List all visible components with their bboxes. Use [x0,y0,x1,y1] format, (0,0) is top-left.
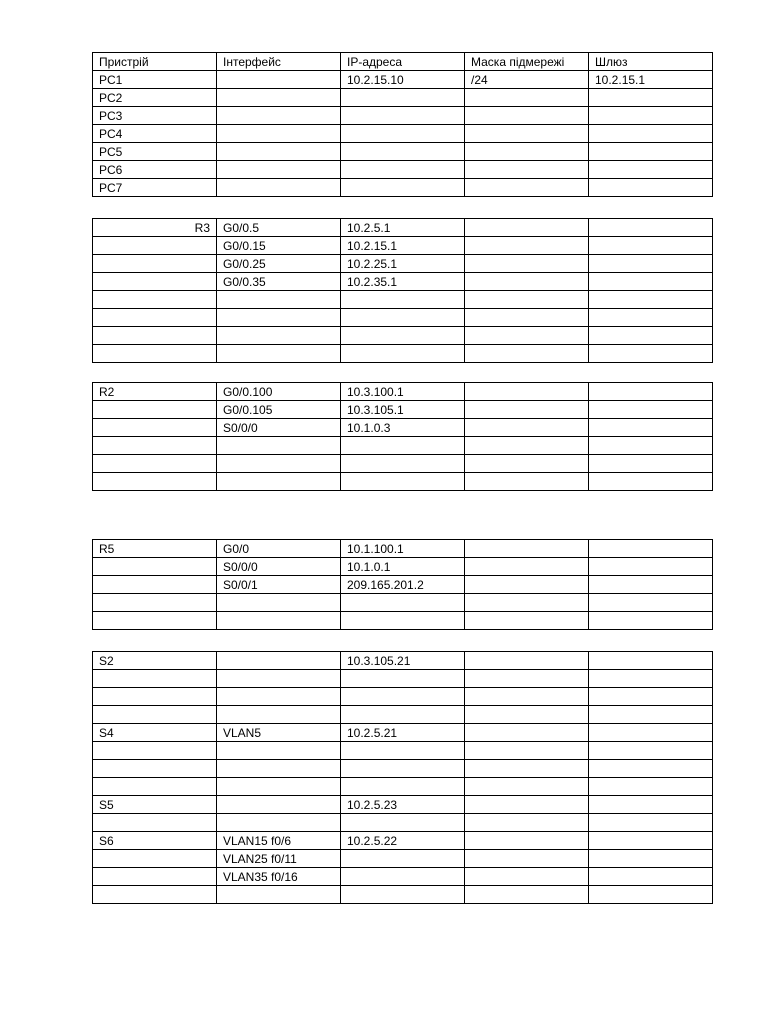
subnet-mask-cell [465,576,589,594]
device-cell [93,273,217,291]
gateway-cell [589,143,713,161]
ip-address-cell [341,688,465,706]
subnet-mask-cell [465,309,589,327]
ip-address-cell [341,814,465,832]
table-row [93,576,713,594]
table-row [93,832,713,850]
gateway-cell [589,237,713,255]
ip-address-cell [341,179,465,197]
table-row [93,868,713,886]
device-cell: PC2 [93,89,217,107]
subnet-mask-cell [465,219,589,237]
interface-cell [217,814,341,832]
subnet-mask-cell [465,558,589,576]
device-cell [93,327,217,345]
gateway-cell [589,832,713,850]
r3-table [92,218,713,363]
table-row [93,161,713,179]
subnet-mask-cell [465,327,589,345]
subnet-mask-cell [465,255,589,273]
device-cell: R2 [93,383,217,401]
subnet-mask-cell [465,688,589,706]
gateway-cell: 10.2.15.1 [589,71,713,89]
ip-address-cell: 10.2.15.10 [341,71,465,89]
table-row [93,71,713,89]
gateway-cell [589,437,713,455]
device-cell [93,850,217,868]
interface-cell [217,455,341,473]
subnet-mask-cell: /24 [465,71,589,89]
table-row [93,273,713,291]
device-cell [93,401,217,419]
ip-address-cell: 10.3.100.1 [341,383,465,401]
ip-address-cell: 10.2.15.1 [341,237,465,255]
subnet-mask-cell [465,107,589,125]
gateway-cell [589,540,713,558]
subnet-mask-cell [465,724,589,742]
ip-address-cell [341,706,465,724]
interface-cell [217,778,341,796]
gateway-cell [589,724,713,742]
device-cell [93,868,217,886]
device-cell: PC7 [93,179,217,197]
device-cell [93,688,217,706]
subnet-mask-cell [465,778,589,796]
gateway-cell [589,383,713,401]
interface-cell [217,594,341,612]
device-cell [93,255,217,273]
gateway-cell [589,652,713,670]
subnet-mask-cell [465,291,589,309]
table-row [93,814,713,832]
ip-address-cell: 10.3.105.21 [341,652,465,670]
gateway-cell [589,670,713,688]
ip-address-cell: 10.2.5.21 [341,724,465,742]
interface-cell [217,473,341,491]
device-cell: PC3 [93,107,217,125]
subnet-mask-cell [465,612,589,630]
interface-cell [217,327,341,345]
interface-cell [217,742,341,760]
subnet-mask-cell [465,868,589,886]
ip-address-cell: 209.165.201.2 [341,576,465,594]
device-cell: PC6 [93,161,217,179]
table-row [93,309,713,327]
gateway-cell [589,796,713,814]
subnet-mask-cell [465,179,589,197]
ip-address-cell [341,760,465,778]
subnet-mask-cell [465,670,589,688]
ip-address-cell: 10.2.35.1 [341,273,465,291]
table-row [93,255,713,273]
interface-cell [217,125,341,143]
device-cell: S5 [93,796,217,814]
subnet-mask-cell [465,706,589,724]
gateway-cell [589,778,713,796]
gateway-cell [589,612,713,630]
interface-cell [217,89,341,107]
interface-cell: VLAN25 f0/11 [217,850,341,868]
subnet-mask-cell [465,237,589,255]
gateway-cell [589,594,713,612]
table-row [93,724,713,742]
device-cell [93,612,217,630]
interface-cell: G0/0.100 [217,383,341,401]
gateway-cell [589,760,713,778]
ip-address-cell [341,345,465,363]
subnet-mask-cell [465,473,589,491]
device-cell [93,594,217,612]
table-header-row [93,53,713,71]
device-cell [93,455,217,473]
device-cell [93,670,217,688]
ip-address-cell [341,327,465,345]
interface-cell: G0/0.25 [217,255,341,273]
device-cell [93,706,217,724]
table-row [93,760,713,778]
devices-table [92,52,713,197]
device-cell [93,742,217,760]
interface-cell: S0/0/1 [217,576,341,594]
interface-cell [217,886,341,904]
interface-cell [217,796,341,814]
interface-cell: G0/0.5 [217,219,341,237]
device-cell: PC4 [93,125,217,143]
ip-address-cell [341,291,465,309]
table-row [93,742,713,760]
device-cell [93,760,217,778]
ip-address-cell [341,742,465,760]
table-row [93,473,713,491]
subnet-mask-cell [465,455,589,473]
device-cell [93,419,217,437]
interface-cell [217,143,341,161]
column-header: Пристрій [93,53,217,71]
switches-table [92,651,713,904]
interface-cell: G0/0.105 [217,401,341,419]
gateway-cell [589,688,713,706]
ip-address-cell [341,125,465,143]
table-row [93,219,713,237]
device-cell [93,576,217,594]
subnet-mask-cell [465,886,589,904]
subnet-mask-cell [465,143,589,161]
interface-cell [217,309,341,327]
table-row [93,594,713,612]
table-row [93,419,713,437]
ip-address-cell [341,778,465,796]
ip-address-cell [341,437,465,455]
table-row [93,401,713,419]
gateway-cell [589,125,713,143]
subnet-mask-cell [465,419,589,437]
device-cell [93,473,217,491]
device-cell [93,778,217,796]
ip-address-cell [341,886,465,904]
interface-cell: G0/0 [217,540,341,558]
device-cell: S2 [93,652,217,670]
subnet-mask-cell [465,832,589,850]
interface-cell: VLAN35 f0/16 [217,868,341,886]
r5-table [92,539,713,630]
ip-address-cell: 10.3.105.1 [341,401,465,419]
ip-address-cell [341,670,465,688]
gateway-cell [589,107,713,125]
ip-address-cell: 10.1.0.3 [341,419,465,437]
subnet-mask-cell [465,814,589,832]
interface-cell [217,612,341,630]
device-cell [93,345,217,363]
interface-cell: VLAN5 [217,724,341,742]
subnet-mask-cell [465,125,589,143]
table-row [93,850,713,868]
interface-cell [217,179,341,197]
table-row [93,652,713,670]
column-header: Маска підмережі [465,53,589,71]
ip-address-cell [341,89,465,107]
gateway-cell [589,89,713,107]
device-cell: R3 [93,219,217,237]
ip-address-cell [341,107,465,125]
table-row [93,886,713,904]
subnet-mask-cell [465,161,589,179]
subnet-mask-cell [465,742,589,760]
subnet-mask-cell [465,383,589,401]
ip-address-cell [341,143,465,161]
gateway-cell [589,886,713,904]
interface-cell [217,345,341,363]
subnet-mask-cell [465,796,589,814]
device-cell: PC5 [93,143,217,161]
gateway-cell [589,473,713,491]
gateway-cell [589,401,713,419]
table-row [93,670,713,688]
gateway-cell [589,161,713,179]
device-cell [93,886,217,904]
ip-address-cell: 10.2.5.23 [341,796,465,814]
interface-cell [217,161,341,179]
subnet-mask-cell [465,850,589,868]
interface-cell: VLAN15 f0/6 [217,832,341,850]
ip-address-cell [341,594,465,612]
table-row [93,179,713,197]
table-row [93,688,713,706]
ip-address-cell [341,850,465,868]
interface-cell: S0/0/0 [217,558,341,576]
ip-address-cell [341,868,465,886]
device-cell [93,437,217,455]
ip-address-cell [341,473,465,491]
ip-address-cell [341,612,465,630]
table-row [93,237,713,255]
gateway-cell [589,345,713,363]
subnet-mask-cell [465,401,589,419]
gateway-cell [589,814,713,832]
gateway-cell [589,327,713,345]
table-row [93,143,713,161]
ip-address-cell: 10.2.5.22 [341,832,465,850]
r2-table [92,382,713,491]
interface-cell [217,688,341,706]
interface-cell [217,652,341,670]
table-row [93,383,713,401]
ip-address-cell: 10.1.0.1 [341,558,465,576]
interface-cell [217,71,341,89]
device-cell [93,291,217,309]
gateway-cell [589,868,713,886]
gateway-cell [589,455,713,473]
ip-address-cell [341,161,465,179]
interface-cell [217,437,341,455]
interface-cell: S0/0/0 [217,419,341,437]
column-header: Шлюз [589,53,713,71]
table-row [93,706,713,724]
subnet-mask-cell [465,540,589,558]
table-row [93,125,713,143]
ip-address-cell: 10.1.100.1 [341,540,465,558]
device-cell: PC1 [93,71,217,89]
table-row [93,540,713,558]
interface-cell [217,706,341,724]
device-cell [93,237,217,255]
interface-cell [217,107,341,125]
ip-address-cell [341,309,465,327]
table-row [93,345,713,363]
interface-cell [217,760,341,778]
column-header: Інтерфейс [217,53,341,71]
table-row [93,558,713,576]
gateway-cell [589,850,713,868]
ip-address-cell [341,455,465,473]
device-cell: S6 [93,832,217,850]
subnet-mask-cell [465,437,589,455]
gateway-cell [589,558,713,576]
subnet-mask-cell [465,652,589,670]
column-header: IP-адреса [341,53,465,71]
device-cell [93,814,217,832]
interface-cell: G0/0.15 [217,237,341,255]
interface-cell [217,291,341,309]
ip-address-cell: 10.2.25.1 [341,255,465,273]
subnet-mask-cell [465,760,589,778]
interface-cell [217,670,341,688]
gateway-cell [589,706,713,724]
table-row [93,107,713,125]
interface-cell: G0/0.35 [217,273,341,291]
gateway-cell [589,309,713,327]
device-cell [93,558,217,576]
device-cell: R5 [93,540,217,558]
subnet-mask-cell [465,345,589,363]
gateway-cell [589,219,713,237]
gateway-cell [589,291,713,309]
table-row [93,612,713,630]
table-row [93,437,713,455]
gateway-cell [589,419,713,437]
gateway-cell [589,179,713,197]
table-row [93,796,713,814]
table-row [93,327,713,345]
table-row [93,778,713,796]
gateway-cell [589,255,713,273]
gateway-cell [589,742,713,760]
gateway-cell [589,273,713,291]
ip-address-cell: 10.2.5.1 [341,219,465,237]
gateway-cell [589,576,713,594]
device-cell: S4 [93,724,217,742]
subnet-mask-cell [465,273,589,291]
table-row [93,291,713,309]
table-row [93,455,713,473]
device-cell [93,309,217,327]
subnet-mask-cell [465,89,589,107]
subnet-mask-cell [465,594,589,612]
table-row [93,89,713,107]
